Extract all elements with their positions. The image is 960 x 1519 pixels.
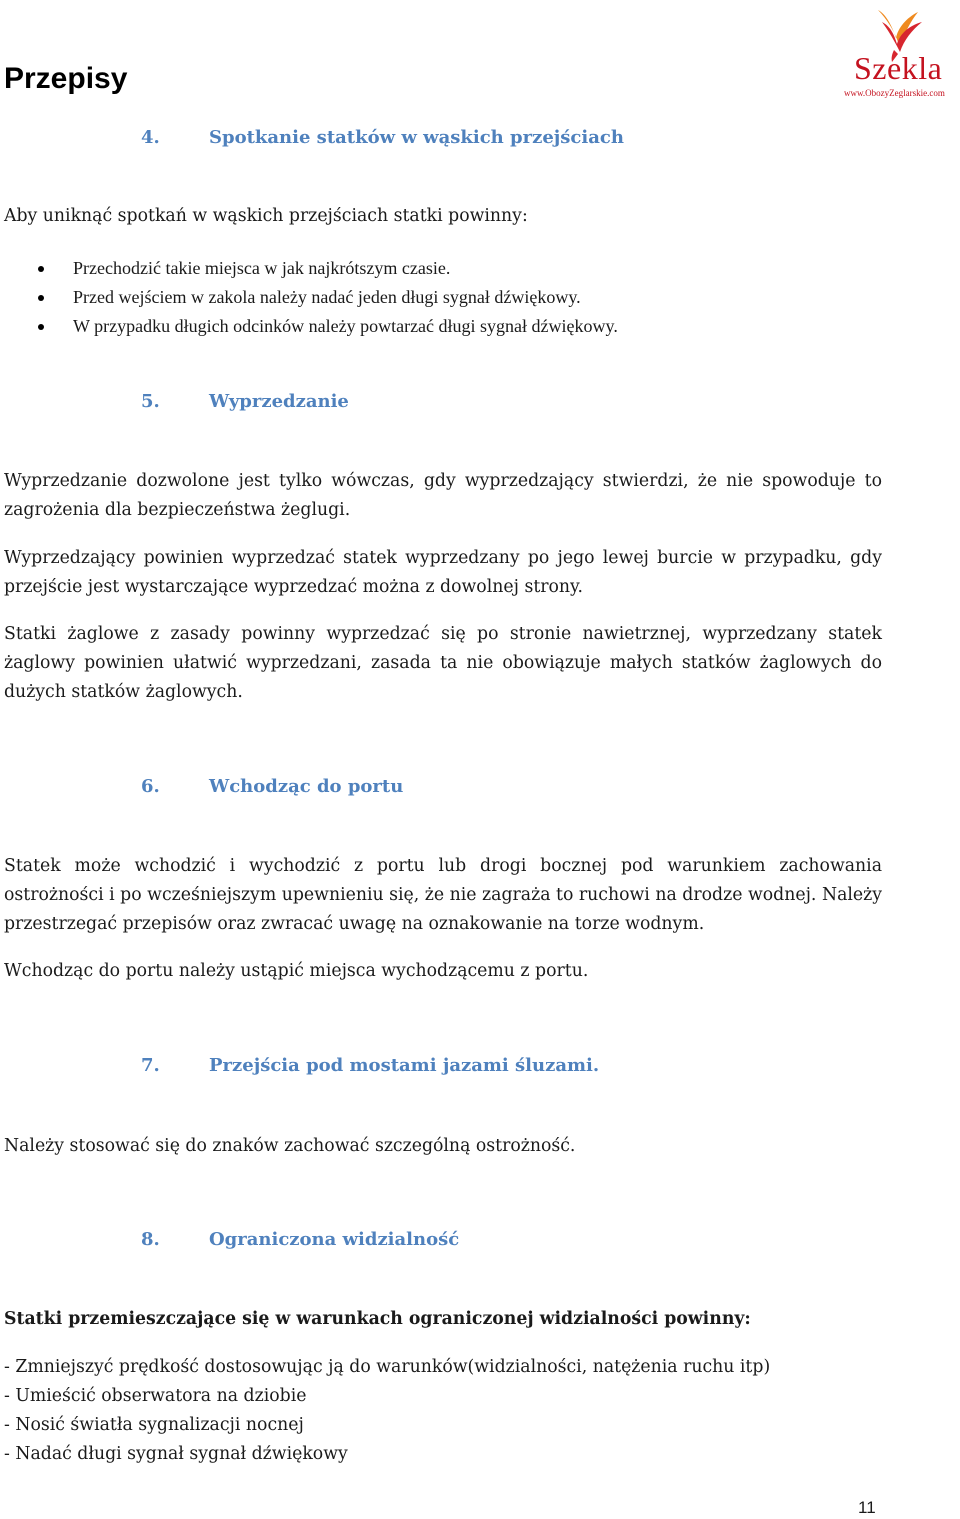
section-7-paragraph: Należy stosować się do znaków zachować szczególną ostrożność. [4, 1136, 576, 1156]
section-4-intro: Aby uniknąć spotkań w wąskich przejściach statki powinny: [4, 206, 528, 226]
section-8-lead: Statki przemieszczające się w warunkach ograniczonej widzialności powinny: [4, 1309, 751, 1329]
page-title: Przepisy [4, 62, 128, 95]
bullet-icon [38, 324, 44, 330]
section-6-paragraph: Statek może wchodzić i wychodzić z portu lub drogi bocznej pod warunkiem zachowania ostrożności i po wcześniejszym upewnieniu się, że nie zagraża to ruchowi na drodze wodnej. Należy przestrzegać przepisów oraz zwracać uwagę na oznakowanie na torze wodnym. [4, 856, 882, 934]
section-number: 6. [141, 776, 160, 797]
section-number: 4. [141, 127, 160, 148]
szekla-logo [842, 4, 960, 98]
section-6-paragraph: Wchodząc do portu należy ustąpić miejsca wychodzącemu z portu. [4, 961, 589, 981]
list-item: Przed wejściem w zakola należy nadać jeden długi sygnał dźwiękowy. [0, 283, 618, 312]
logo-brand: Szekla [854, 50, 943, 86]
list-item: - Umieścić obserwatora na dziobie [4, 1386, 307, 1406]
section-title: Przejścia pod mostami jazami śluzami. [209, 1055, 600, 1076]
section-5-paragraph: Wyprzedzanie dozwolone jest tylko wówczas, gdy wyprzedzający stwierdzi, że nie spowoduje to zagrożenia dla bezpieczeństwa żeglugi. [4, 471, 882, 520]
section-number: 5. [141, 391, 160, 412]
section-6-heading [141, 775, 403, 799]
section-number: 7. [141, 1055, 160, 1076]
logo-url: www.ObozyZeglarskie.com [844, 88, 945, 98]
section-5-paragraph: Wyprzedzający powinien wyprzedzać statek wyprzedzany po jego lewej burcie w przypadku, gdy przejście jest wystarczające wyprzedzać można z dowolnej strony. [4, 548, 882, 597]
list-item: - Nadać długi sygnał sygnał dźwiękowy [4, 1444, 348, 1464]
section-4-heading [141, 126, 624, 150]
section-title: Spotkanie statków w wąskich przejściach [209, 127, 624, 148]
list-item: - Nosić światła sygnalizacji nocnej [4, 1415, 304, 1435]
section-title: Wchodząc do portu [209, 776, 404, 797]
list-item: W przypadku długich odcinków należy powtarzać długi sygnał dźwiękowy. [0, 312, 618, 341]
bullet-icon [38, 295, 44, 301]
section-4-bullet-list [0, 254, 618, 341]
section-5-heading [141, 390, 349, 414]
section-number: 8. [141, 1229, 160, 1250]
bullet-icon [38, 266, 44, 272]
section-title: Wyprzedzanie [209, 391, 349, 412]
section-title: Ograniczona widzialność [209, 1229, 460, 1250]
list-item: - Zmniejszyć prędkość dostosowując ją do warunków(widzialności, natężenia ruchu itp) [4, 1357, 771, 1377]
section-8-dash-list [4, 1353, 770, 1469]
page-number: 11 [858, 1498, 876, 1517]
section-8-heading [141, 1228, 459, 1252]
list-item: Przechodzić takie miejsca w jak najkrótszym czasie. [0, 254, 618, 283]
section-5-paragraph: Statki żaglowe z zasady powinny wyprzedzać się po stronie nawietrznej, wyprzedzany statek żaglowy powinien ułatwić wyprzedzani, zasada ta nie obowiązuje małych statków żaglowych do dużych statków żaglowych. [4, 624, 882, 702]
section-7-heading [141, 1054, 599, 1078]
